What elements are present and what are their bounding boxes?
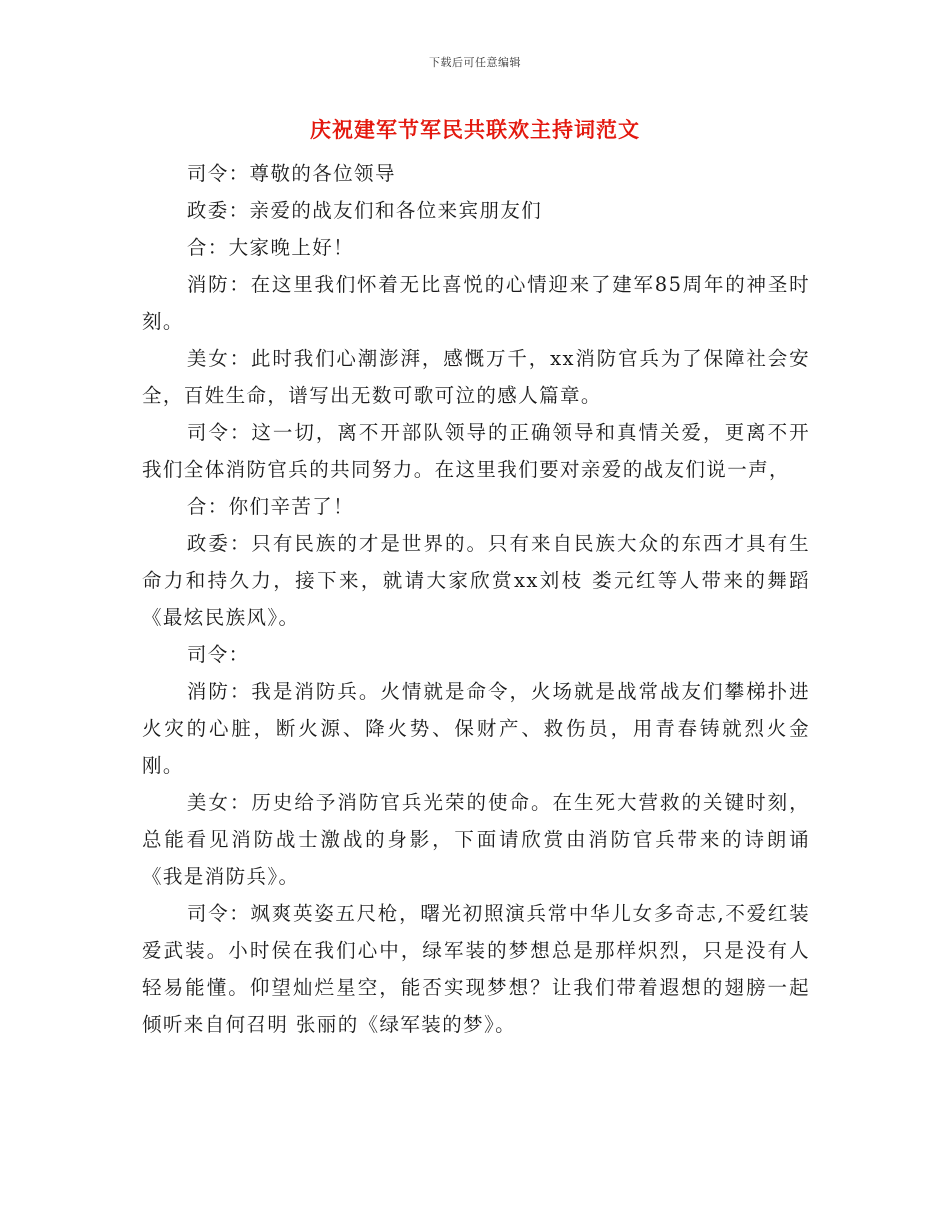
page-header-note: 下载后可任意编辑 (429, 56, 521, 69)
document-title: 庆祝建军节军民共联欢主持词范文 (310, 117, 640, 142)
document-body (142, 155, 810, 1043)
paragraph: 司令：飒爽英姿五尺枪，曙光初照演兵常中华儿女多奇志,不爱红装爱武装。小时侯在我们心中，绿军装的梦想总是那样炽烈，只是没有人轻易能懂。仰望灿烂星空，能否实现梦想？让我们带着遐想的翅膀一起倾听来自何召明 张丽的《绿军装的梦》。 (142, 902, 810, 1036)
paragraph: 司令：这一切，离不开部队领导的正确领导和真情关爱，更离不开我们全体消防官兵的共同努力。在这里我们要对亲爱的战友们说一声， (142, 421, 810, 481)
paragraph: 合：你们辛苦了！ (186, 495, 355, 518)
paragraph: 政委：亲爱的战友们和各位来宾朋友们 (186, 199, 543, 222)
paragraph: 司令：尊敬的各位领导 (186, 162, 396, 185)
paragraph: 政委：只有民族的才是世界的。只有来自民族大众的东西才具有生命力和持久力，接下来，就请大家欣赏xx刘枝 娄元红等人带来的舞蹈《最炫民族风》。 (142, 532, 810, 629)
paragraph: 司令： (186, 643, 250, 666)
paragraph: 消防：我是消防兵。火情就是命令，火场就是战常战友们攀梯扑进火灾的心脏，断火源、降火势、保财产、救伤员，用青春铸就烈火金刚。 (142, 680, 810, 777)
paragraph: 合：大家晚上好！ (186, 236, 355, 259)
paragraph: 消防：在这里我们怀着无比喜悦的心情迎来了建军85周年的神圣时刻。 (142, 273, 810, 333)
paragraph: 美女：此时我们心潮澎湃，感慨万千，xx消防官兵为了保障社会安全，百姓生命，谱写出无数可歌可泣的感人篇章。 (142, 347, 810, 407)
paragraph: 美女：历史给予消防官兵光荣的使命。在生死大营救的关键时刻，总能看见消防战士激战的身影，下面请欣赏由消防官兵带来的诗朗诵《我是消防兵》。 (142, 791, 810, 888)
